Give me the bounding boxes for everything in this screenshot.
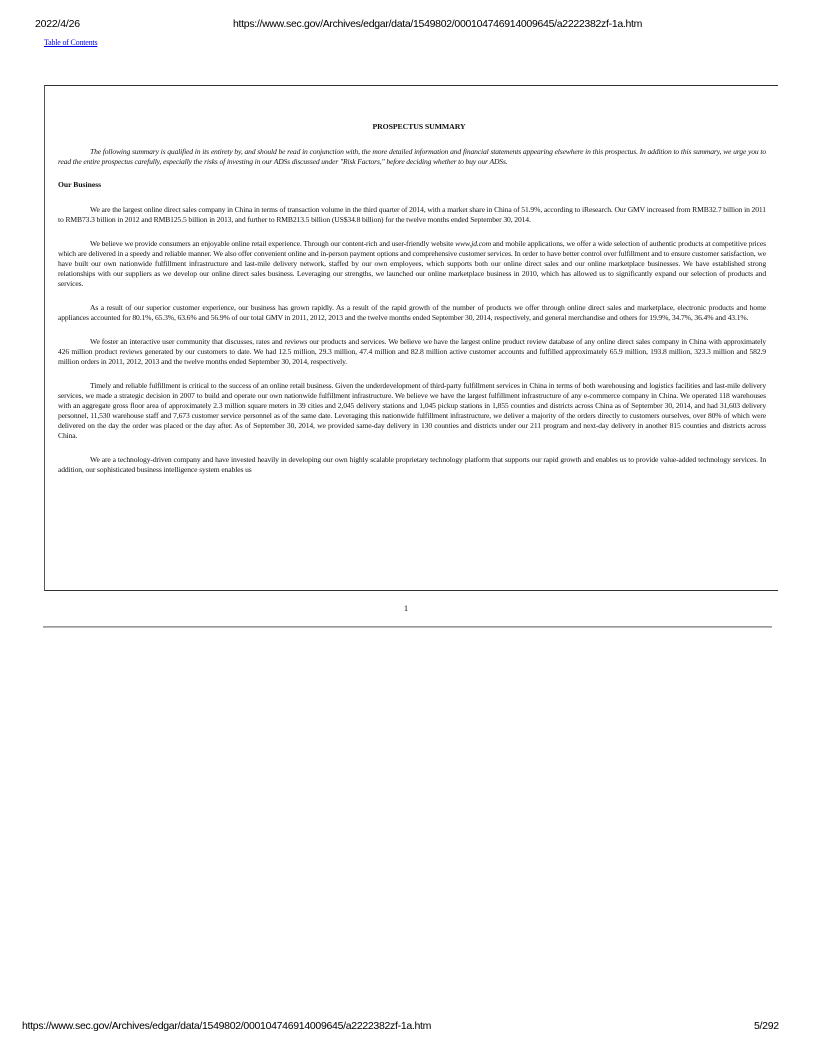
summary-intro: The following summary is qualified in its entirety by, and should be read in conjunction with, the more detailed information and financial statements appearing elsewhere in this prospectus. In addition to this summary, we urge you to read the entire prospectus carefully, especially the risks of investing in our ADSs discussed under "Risk Factors," before deciding whether to buy our ADSs.	[58, 147, 766, 166]
page-number: 1	[404, 604, 408, 613]
document-body	[58, 86, 766, 475]
document-frame	[44, 85, 778, 591]
paragraph-technology: We are a technology-driven company and have invested heavily in developing our own highly scalable proprietary technology platform that supports our rapid growth and enables us to provide value-added technology services. In addition, our sophisticated business intelligence system enables us	[58, 455, 766, 474]
paragraph-growth: As a result of our superior customer experience, our business has grown rapidly. As a result of the rapid growth of the number of products we offer through online direct sales and marketplace, electronic products and home appliances accounted for 80.1%, 65.3%, 63.6% and 56.9% of our total GMV in 2011, 2012, 2013 and the twelve months ended September 30, 2014, respectively, and general merchandise and others for 19.9%, 34.7%, 36.4% and 43.1%.	[58, 303, 766, 322]
print-header-url: https://www.sec.gov/Archives/edgar/data/1549802/000104746914009645/a2222382zf-1a.htm	[233, 18, 643, 30]
paragraph-market-position: We are the largest online direct sales company in China in terms of transaction volume in the third quarter of 2014, with a market share in China of 51.9%, according to iResearch. Our GMV increased from RMB32.7 billion in 2011 to RMB73.3 billion in 2012 and RMB125.5 billion in 2013, and further to RMB213.5 billion (US$34.8 billion) for the twelve months ended September 30, 2014.	[58, 205, 766, 224]
subheading-our-business: Our Business	[58, 180, 102, 189]
print-footer-page-count: 5/292	[754, 1020, 779, 1032]
print-header-date: 2022/4/26	[35, 18, 80, 30]
page-divider	[43, 626, 772, 628]
section-title: PROSPECTUS SUMMARY	[372, 122, 466, 131]
paragraph-user-community: We foster an interactive user community that discusses, rates and reviews our products and services. We believe we have the largest online product review database of any online direct sales company in China with approximately 426 million product reviews generated by our customers to date. We had 12.5 million, 29.3 million, 47.4 million and 82.8 million active customer accounts and fulfilled approximately 65.9 million, 193.8 million, 323.3 million and 582.9 million orders in 2011, 2012, 2013 and the twelve months ended September 30, 2014, respectively.	[58, 337, 766, 366]
paragraph-fulfillment: Timely and reliable fulfillment is critical to the success of an online retail business. Given the underdevelopment of third-party fulfillment services in China in terms of both warehousing and logistics facilities and last-mile delivery services, we made a strategic decision in 2007 to build and operate our own nationwide fulfillment infrastructure. We believe we have the largest fulfillment infrastructure of any e-commerce company in China. We operated 118 warehouses with an aggregate gross floor area of approximately 2.3 million square meters in 39 cities and 2,045 delivery stations and 1,045 pickup stations in 1,855 counties and districts across China as of September 30, 2014, and had 31,603 delivery personnel, 11,530 warehouse staff and 7,673 customer service personnel as of the same date. Leveraging this nationwide fulfillment infrastructure, we deliver a majority of the orders directly to customers ourselves, over 80% of which were delivered on the day the order was placed or the day after. As of September 30, 2014, we provided same-day delivery in 130 counties and districts under our 211 program and next-day delivery in another 815 counties and districts across China.	[58, 381, 766, 440]
website-reference: www.jd.com	[455, 239, 491, 248]
paragraph-customer-experience: We believe we provide consumers an enjoyable online retail experience. Through our content-rich and user-friendly website www.jd.com and mobile applications, we offer a wide selection of authentic products at competitive prices which are delivered in a speedy and reliable manner. We also offer convenient online and in-person payment options and comprehensive customer services. In order to have better control over fulfillment and to ensure customer satisfaction, we have built our own nationwide fulfillment infrastructure and last-mile delivery network, staffed by our own employees, which supports both our online direct sales and our online marketplace businesses. We have established strong relationships with our suppliers as we develop our online direct sales business. Leveraging our strengths, we launched our online marketplace business in 2010, which has allowed us to significantly expand our selection of products and services.	[58, 239, 766, 288]
table-of-contents-link[interactable]: Table of Contents	[44, 38, 98, 47]
print-footer-url: https://www.sec.gov/Archives/edgar/data/1549802/000104746914009645/a2222382zf-1a.htm	[22, 1020, 432, 1032]
